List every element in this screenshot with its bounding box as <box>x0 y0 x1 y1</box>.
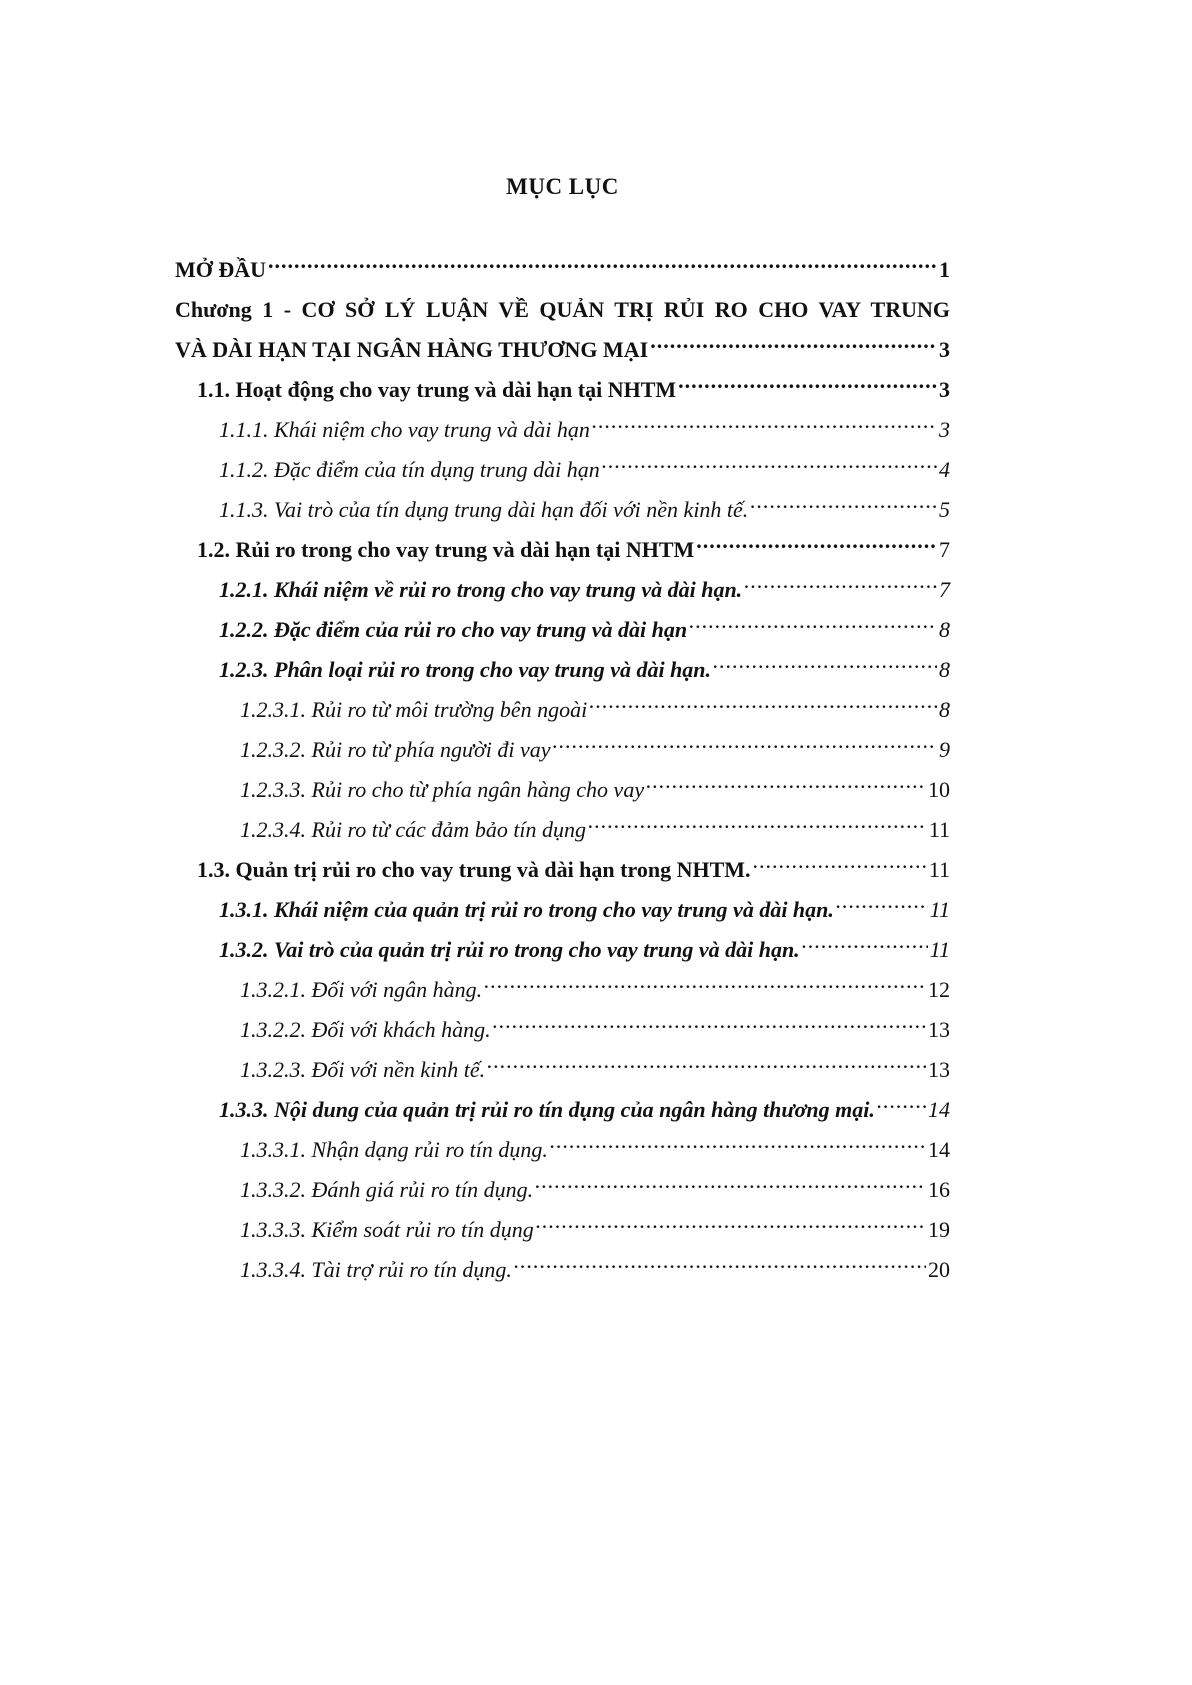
toc-dot-leader <box>493 1015 926 1037</box>
toc-entry-chuong-1[interactable] <box>175 290 950 370</box>
toc-page-number: 11 <box>929 937 950 962</box>
toc-entry-1-2[interactable] <box>175 530 950 570</box>
toc-entry-label: 1.3.2.2. Đối với khách hàng. <box>240 1017 491 1042</box>
toc-dot-leader <box>753 855 927 877</box>
toc-entry-line2 <box>175 330 950 370</box>
toc-dot-leader <box>836 895 928 917</box>
toc-page-number: 8 <box>939 697 950 722</box>
toc-entry-label: 1.2.3. Phân loại rủi ro trong cho vay trung và dài hạn. <box>219 657 712 682</box>
toc-page-number: 10 <box>928 777 950 802</box>
toc-entry-label: 1.3.2. Vai trò của quản trị rủi ro trong cho vay trung và dài hạn. <box>219 937 800 962</box>
toc-page-number: 7 <box>939 577 950 602</box>
toc-page-number: 8 <box>939 657 950 682</box>
toc-dot-leader <box>696 535 937 557</box>
toc-entry-1-3[interactable] <box>175 850 950 890</box>
toc-entry-1-3-3-4[interactable] <box>175 1250 950 1290</box>
toc-dot-leader <box>553 735 937 757</box>
toc-entry-1-2-3-4[interactable] <box>175 810 950 850</box>
toc-page-number: 13 <box>928 1017 950 1042</box>
toc-page-number: 11 <box>928 817 950 842</box>
toc-page-number: 13 <box>928 1057 950 1082</box>
toc-entry-1-3-3-3[interactable] <box>175 1210 950 1250</box>
toc-dot-leader <box>646 775 926 797</box>
toc-dot-leader <box>592 415 937 437</box>
toc-entry-1-3-2-1[interactable] <box>175 970 950 1010</box>
toc-entry-label: 1.1.2. Đặc điểm của tín dụng trung dài hạn <box>219 457 600 482</box>
toc-dot-leader <box>602 455 937 477</box>
toc-entry-label: MỞ ĐẦU <box>175 257 267 282</box>
toc-entry-label: 1.2.1. Khái niệm về rủi ro trong cho vay trung và dài hạn. <box>219 577 743 602</box>
toc-page-number: 19 <box>928 1217 950 1242</box>
toc-page-number: 3 <box>939 417 950 442</box>
toc-dot-leader <box>487 1055 926 1077</box>
toc-entry-1-2-3-3[interactable] <box>175 770 950 810</box>
toc-entry-label: 1.2.3.4. Rủi ro từ các đảm bảo tín dụng <box>240 817 587 842</box>
toc-entry-1-2-2[interactable] <box>175 610 950 650</box>
toc-page-number: 14 <box>928 1137 950 1162</box>
toc-entry-label: 1.2.3.1. Rủi ro từ môi trường bên ngoài <box>240 697 588 722</box>
toc-dot-leader <box>514 1255 926 1277</box>
toc-entry-label: 1.3.2.3. Đối với nền kinh tế. <box>240 1057 486 1082</box>
toc-page-number: 8 <box>939 617 950 642</box>
toc-entry-1-3-2-3[interactable] <box>175 1050 950 1090</box>
toc-entry-label: 1.2.3.2. Rủi ro từ phía người đi vay <box>240 737 551 762</box>
toc-entry-label: 1.3.1. Khái niệm của quản trị rủi ro trong cho vay trung và dài hạn. <box>219 897 834 922</box>
toc-entry-1-1[interactable] <box>175 370 950 410</box>
toc-entry-label: 1.1.3. Vai trò của tín dụng trung dài hạn đối với nền kinh tế. <box>219 497 749 522</box>
toc-entry-label: 1.3.3. Nội dung của quản trị rủi ro tín dụng của ngân hàng thương mại. <box>219 1097 875 1122</box>
toc-entry-1-3-2-2[interactable] <box>175 1010 950 1050</box>
toc-entry-label: 1.3.3.3. Kiểm soát rủi ro tín dụng <box>240 1217 534 1242</box>
toc-dot-leader <box>589 695 937 717</box>
toc-dot-leader <box>802 935 928 957</box>
toc-page-number: 3 <box>939 377 950 402</box>
toc-dot-leader <box>588 815 927 837</box>
toc-dot-leader <box>713 655 937 677</box>
toc-page-number: 1 <box>939 257 950 282</box>
toc-entry-label-line1: Chương 1 - CƠ SỞ LÝ LUẬN VỀ QUẢN TRỊ RỦI RO CHO VAY TRUNG <box>175 297 950 322</box>
table-of-contents <box>175 250 950 1290</box>
toc-page-number: 9 <box>939 737 950 762</box>
toc-dot-leader <box>750 495 937 517</box>
toc-entry-1-2-3-1[interactable] <box>175 690 950 730</box>
page-title: MỤC LỤC <box>506 174 619 199</box>
toc-entry-label-line2: VÀ DÀI HẠN TẠI NGÂN HÀNG THƯƠNG MẠI <box>175 337 649 362</box>
toc-page-number: 14 <box>928 1097 950 1122</box>
toc-dot-leader <box>650 335 937 357</box>
toc-dot-leader <box>535 1175 926 1197</box>
toc-entry-1-2-3[interactable] <box>175 650 950 690</box>
toc-entry-label: 1.2. Rủi ro trong cho vay trung và dài hạn tại NHTM <box>197 537 695 562</box>
toc-page-number: 20 <box>928 1257 950 1282</box>
toc-page-number: 3 <box>939 337 950 362</box>
toc-entry-1-1-1[interactable] <box>175 410 950 450</box>
toc-entry-label: 1.3. Quản trị rủi ro cho vay trung và dài hạn trong NHTM. <box>197 857 751 882</box>
toc-page-number: 7 <box>939 537 950 562</box>
toc-entry-1-2-3-2[interactable] <box>175 730 950 770</box>
toc-entry-label: 1.3.3.1. Nhận dạng rủi ro tín dụng. <box>240 1137 548 1162</box>
toc-entry-1-3-2[interactable] <box>175 930 950 970</box>
toc-entry-1-3-3-1[interactable] <box>175 1130 950 1170</box>
toc-page-number: 11 <box>929 897 950 922</box>
toc-dot-leader <box>550 1135 926 1157</box>
toc-page-number: 11 <box>928 857 950 882</box>
toc-dot-leader <box>744 575 937 597</box>
toc-entry-label: 1.1. Hoạt động cho vay trung và dài hạn tại NHTM <box>197 377 677 402</box>
toc-dot-leader <box>536 1215 926 1237</box>
toc-page-number: 5 <box>939 497 950 522</box>
toc-entry-1-1-3[interactable] <box>175 490 950 530</box>
toc-entry-label: 1.1.1. Khái niệm cho vay trung và dài hạn <box>219 417 590 442</box>
toc-entry-1-3-1[interactable] <box>175 890 950 930</box>
toc-page-number: 12 <box>928 977 950 1002</box>
toc-dot-leader <box>678 375 937 397</box>
toc-entry-1-1-2[interactable] <box>175 450 950 490</box>
toc-dot-leader <box>877 1095 926 1117</box>
toc-dot-leader <box>484 975 926 997</box>
toc-dot-leader <box>689 615 937 637</box>
toc-entry-1-2-1[interactable] <box>175 570 950 610</box>
toc-entry-label: 1.3.3.4. Tài trợ rủi ro tín dụng. <box>240 1257 512 1282</box>
toc-entry-label: 1.3.3.2. Đánh giá rủi ro tín dụng. <box>240 1177 534 1202</box>
toc-entry-1-3-3[interactable] <box>175 1090 950 1130</box>
toc-entry-label: 1.2.3.3. Rủi ro cho từ phía ngân hàng cho vay <box>240 777 645 802</box>
toc-page-number: 4 <box>939 457 950 482</box>
toc-entry-mo-dau[interactable] <box>175 250 950 290</box>
toc-page-number: 16 <box>928 1177 950 1202</box>
toc-entry-1-3-3-2[interactable] <box>175 1170 950 1210</box>
toc-entry-label: 1.3.2.1. Đối với ngân hàng. <box>240 977 483 1002</box>
toc-dot-leader <box>268 255 937 277</box>
toc-entry-label: 1.2.2. Đặc điểm của rủi ro cho vay trung và dài hạn <box>219 617 688 642</box>
